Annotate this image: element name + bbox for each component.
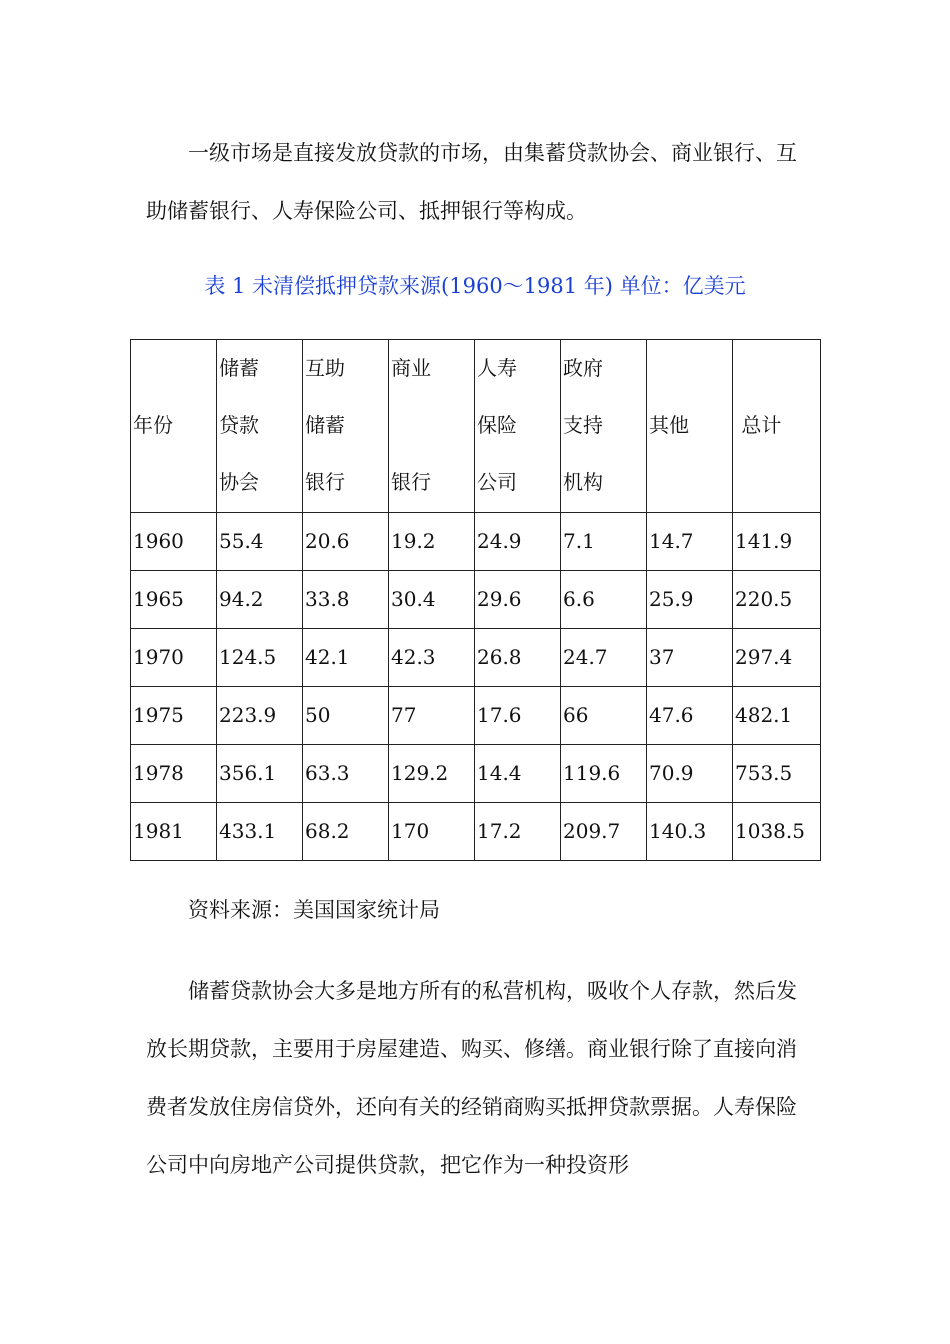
cell-total: 297.4 bbox=[733, 629, 821, 687]
cell-other: 70.9 bbox=[647, 745, 733, 803]
cell-mutual-savings: 50 bbox=[303, 687, 389, 745]
cell-mutual-savings: 42.1 bbox=[303, 629, 389, 687]
cell-year: 1970 bbox=[131, 629, 217, 687]
cell-savings-loan: 356.1 bbox=[217, 745, 303, 803]
cell-savings-loan: 223.9 bbox=[217, 687, 303, 745]
paragraph-body-text: 储蓄贷款协会大多是地方所有的私营机构，吸收个人存款，然后发放长期贷款，主要用于房屋建造、购买、修缮。商业银行除了直接向消费者发放住房信贷外，还向有关的经销商购买抵押贷款票据。人寿保险公司中向房地产公司提供贷款，把它作为一种投资形 bbox=[146, 979, 797, 1177]
header-total: 总计 bbox=[733, 340, 821, 513]
cell-commercial-bank: 129.2 bbox=[389, 745, 475, 803]
cell-commercial-bank: 19.2 bbox=[389, 513, 475, 571]
cell-commercial-bank: 42.3 bbox=[389, 629, 475, 687]
cell-government: 6.6 bbox=[561, 571, 647, 629]
table-row bbox=[131, 687, 821, 745]
cell-commercial-bank: 170 bbox=[389, 803, 475, 861]
cell-life-insurance: 29.6 bbox=[475, 571, 561, 629]
cell-government: 119.6 bbox=[561, 745, 647, 803]
cell-other: 140.3 bbox=[647, 803, 733, 861]
header-savings-loan: 储蓄 贷款 协会 bbox=[217, 340, 303, 513]
header-year: 年份 bbox=[131, 340, 217, 513]
cell-life-insurance: 14.4 bbox=[475, 745, 561, 803]
header-life-insurance: 人寿 保险 公司 bbox=[475, 340, 561, 513]
cell-savings-loan: 124.5 bbox=[217, 629, 303, 687]
header-mutual-savings: 互助 储蓄 银行 bbox=[303, 340, 389, 513]
table-header-row bbox=[131, 340, 821, 513]
cell-government: 66 bbox=[561, 687, 647, 745]
cell-savings-loan: 55.4 bbox=[217, 513, 303, 571]
cell-other: 14.7 bbox=[647, 513, 733, 571]
table-row bbox=[131, 745, 821, 803]
table-row bbox=[131, 513, 821, 571]
cell-government: 24.7 bbox=[561, 629, 647, 687]
cell-total: 220.5 bbox=[733, 571, 821, 629]
paragraph-body bbox=[146, 962, 806, 1194]
table-caption: 表 1 未清偿抵押贷款来源(1960～1981 年) 单位：亿美元 bbox=[204, 274, 746, 298]
cell-year: 1981 bbox=[131, 803, 217, 861]
cell-life-insurance: 24.9 bbox=[475, 513, 561, 571]
cell-total: 753.5 bbox=[733, 745, 821, 803]
mortgage-sources-table bbox=[130, 339, 821, 861]
cell-savings-loan: 94.2 bbox=[217, 571, 303, 629]
cell-life-insurance: 26.8 bbox=[475, 629, 561, 687]
table-row bbox=[131, 571, 821, 629]
header-commercial-bank: 商业 银行 bbox=[389, 340, 475, 513]
cell-year: 1978 bbox=[131, 745, 217, 803]
cell-total: 141.9 bbox=[733, 513, 821, 571]
cell-year: 1960 bbox=[131, 513, 217, 571]
cell-life-insurance: 17.6 bbox=[475, 687, 561, 745]
table-row bbox=[131, 629, 821, 687]
cell-government: 7.1 bbox=[561, 513, 647, 571]
source-note bbox=[146, 890, 440, 930]
cell-total: 1038.5 bbox=[733, 803, 821, 861]
cell-total: 482.1 bbox=[733, 687, 821, 745]
cell-commercial-bank: 77 bbox=[389, 687, 475, 745]
cell-other: 37 bbox=[647, 629, 733, 687]
header-government: 政府 支持 机构 bbox=[561, 340, 647, 513]
cell-mutual-savings: 63.3 bbox=[303, 745, 389, 803]
cell-mutual-savings: 20.6 bbox=[303, 513, 389, 571]
cell-mutual-savings: 68.2 bbox=[303, 803, 389, 861]
cell-other: 47.6 bbox=[647, 687, 733, 745]
paragraph-intro-text: 一级市场是直接发放贷款的市场，由集蓄贷款协会、商业银行、互助储蓄银行、人寿保险公司、抵押银行等构成。 bbox=[146, 141, 797, 223]
cell-government: 209.7 bbox=[561, 803, 647, 861]
cell-year: 1975 bbox=[131, 687, 217, 745]
source-note-text: 资料来源：美国国家统计局 bbox=[188, 898, 440, 922]
cell-life-insurance: 17.2 bbox=[475, 803, 561, 861]
cell-other: 25.9 bbox=[647, 571, 733, 629]
cell-savings-loan: 433.1 bbox=[217, 803, 303, 861]
header-other: 其他 bbox=[647, 340, 733, 513]
paragraph-intro bbox=[146, 124, 806, 240]
cell-mutual-savings: 33.8 bbox=[303, 571, 389, 629]
cell-year: 1965 bbox=[131, 571, 217, 629]
cell-commercial-bank: 30.4 bbox=[389, 571, 475, 629]
table-row bbox=[131, 803, 821, 861]
